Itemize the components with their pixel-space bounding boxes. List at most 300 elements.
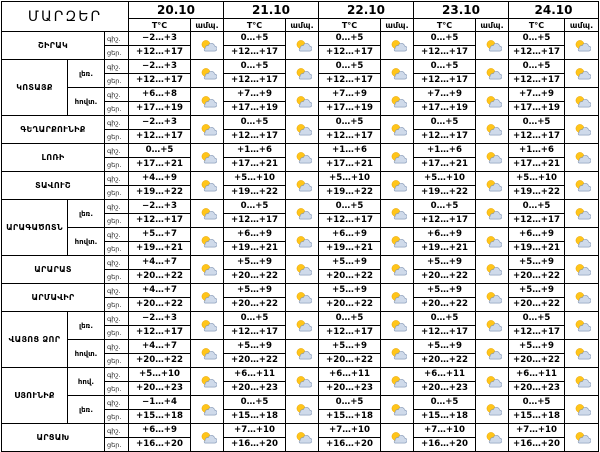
weather-icon-cell bbox=[191, 368, 224, 396]
day-temperature: +12…+17 bbox=[414, 46, 476, 60]
day-temperature: +20…+22 bbox=[319, 354, 381, 368]
weather-icon-cell bbox=[381, 256, 414, 284]
night-temperature: +5…+9 bbox=[224, 340, 286, 354]
partly-cloudy-icon bbox=[381, 235, 413, 249]
partly-cloudy-icon bbox=[381, 263, 413, 277]
partly-cloudy-icon bbox=[476, 403, 508, 417]
region-name: ԼՈՌԻ bbox=[2, 144, 105, 172]
day-temperature: +20…+22 bbox=[129, 354, 191, 368]
day-temperature: +20…+22 bbox=[509, 298, 565, 312]
partly-cloudy-icon bbox=[191, 39, 223, 53]
partly-cloudy-icon bbox=[565, 403, 598, 417]
temperature-column-header: T°C bbox=[319, 19, 381, 32]
night-temperature: 0…+5 bbox=[319, 200, 381, 214]
night-temperature: +4…+7 bbox=[129, 256, 191, 270]
region-name: ԱՐԱԳԱԾՈՏՆ bbox=[2, 200, 68, 256]
night-label: գիշ. bbox=[105, 396, 129, 410]
day-temperature: +15…+18 bbox=[414, 410, 476, 424]
night-temperature: +5…+10 bbox=[224, 172, 286, 186]
partly-cloudy-icon bbox=[286, 95, 318, 109]
day-temperature: +19…+22 bbox=[224, 186, 286, 200]
day-temperature: +12…+17 bbox=[319, 326, 381, 340]
day-temperature: +16…+20 bbox=[319, 438, 381, 452]
partly-cloudy-icon bbox=[286, 347, 318, 361]
partly-cloudy-icon bbox=[476, 291, 508, 305]
day-temperature: +19…+22 bbox=[414, 186, 476, 200]
day-temperature: +12…+17 bbox=[129, 130, 191, 144]
weather-icon-cell bbox=[476, 396, 509, 424]
day-temperature: +17…+19 bbox=[319, 102, 381, 116]
weather-icon-cell bbox=[565, 368, 599, 396]
weather-icon-cell bbox=[565, 228, 599, 256]
night-temperature: +6…+8 bbox=[129, 88, 191, 102]
night-label: գիշ. bbox=[105, 144, 129, 158]
partly-cloudy-icon bbox=[565, 179, 598, 193]
weather-icon-cell bbox=[381, 32, 414, 60]
night-temperature: 0…+5 bbox=[414, 60, 476, 74]
day-temperature: +17…+21 bbox=[509, 158, 565, 172]
forecast-row-night bbox=[2, 144, 599, 158]
day-temperature: +12…+17 bbox=[319, 214, 381, 228]
weather-icon-cell bbox=[191, 200, 224, 228]
weather-icon-cell bbox=[565, 312, 599, 340]
subregion-name: լեռ. bbox=[68, 312, 105, 340]
day-temperature: +20…+22 bbox=[509, 270, 565, 284]
temperature-column-header: T°C bbox=[224, 19, 286, 32]
weather-icon-cell bbox=[476, 32, 509, 60]
subregion-name: հովտ. bbox=[68, 88, 105, 116]
partly-cloudy-icon bbox=[565, 431, 598, 445]
night-temperature: +5…+9 bbox=[414, 284, 476, 298]
day-temperature: +20…+23 bbox=[509, 382, 565, 396]
night-temperature: 0…+5 bbox=[509, 32, 565, 46]
weather-icon-cell bbox=[191, 256, 224, 284]
weather-icon-cell bbox=[191, 284, 224, 312]
day-temperature: +12…+17 bbox=[129, 326, 191, 340]
weather-icon-cell bbox=[191, 396, 224, 424]
weather-icon-cell bbox=[286, 144, 319, 172]
day-temperature: +19…+22 bbox=[129, 186, 191, 200]
partly-cloudy-icon bbox=[565, 319, 598, 333]
day-temperature: +12…+17 bbox=[129, 46, 191, 60]
partly-cloudy-icon bbox=[476, 67, 508, 81]
night-temperature: +1…+6 bbox=[414, 144, 476, 158]
night-temperature: +5…+9 bbox=[224, 256, 286, 270]
weather-icon-cell bbox=[565, 88, 599, 116]
night-label: գիշ. bbox=[105, 60, 129, 74]
night-temperature: +7…+9 bbox=[414, 88, 476, 102]
partly-cloudy-icon bbox=[286, 67, 318, 81]
forecast-row-night bbox=[2, 88, 599, 102]
night-temperature: +7…+10 bbox=[414, 424, 476, 438]
cloudiness-column-header: ամպ. bbox=[286, 19, 319, 32]
region-name: ՇԻՐԱԿ bbox=[2, 32, 105, 60]
day-temperature: +12…+17 bbox=[224, 74, 286, 88]
day-temperature: +17…+19 bbox=[129, 102, 191, 116]
partly-cloudy-icon bbox=[476, 123, 508, 137]
day-temperature: +20…+22 bbox=[224, 270, 286, 284]
partly-cloudy-icon bbox=[476, 235, 508, 249]
weather-icon-cell bbox=[476, 256, 509, 284]
night-temperature: +5…+9 bbox=[509, 284, 565, 298]
forecast-row-night bbox=[2, 396, 599, 410]
night-temperature: −2…+3 bbox=[129, 200, 191, 214]
partly-cloudy-icon bbox=[191, 179, 223, 193]
temperature-column-header: T°C bbox=[129, 19, 191, 32]
day-temperature: +12…+17 bbox=[129, 214, 191, 228]
partly-cloudy-icon bbox=[286, 375, 318, 389]
temperature-column-header: T°C bbox=[509, 19, 565, 32]
day-temperature: +17…+19 bbox=[414, 102, 476, 116]
partly-cloudy-icon bbox=[381, 291, 413, 305]
day-temperature: +19…+22 bbox=[509, 186, 565, 200]
day-temperature: +20…+22 bbox=[319, 270, 381, 284]
night-temperature: +7…+10 bbox=[319, 424, 381, 438]
weather-icon-cell bbox=[191, 32, 224, 60]
weather-icon-cell bbox=[286, 60, 319, 88]
night-temperature: 0…+5 bbox=[414, 312, 476, 326]
partly-cloudy-icon bbox=[476, 263, 508, 277]
partly-cloudy-icon bbox=[286, 319, 318, 333]
cloudiness-column-header: ամպ. bbox=[191, 19, 224, 32]
region-name: ԿՈՏԱՅՔ bbox=[2, 60, 68, 116]
weather-icon-cell bbox=[381, 368, 414, 396]
night-temperature: +5…+9 bbox=[319, 340, 381, 354]
weather-icon-cell bbox=[191, 340, 224, 368]
weather-icon-cell bbox=[381, 284, 414, 312]
day-temperature: +12…+17 bbox=[414, 130, 476, 144]
date-header: 24.10 bbox=[509, 2, 599, 19]
night-temperature: +6…+9 bbox=[224, 228, 286, 242]
night-label: գիշ. bbox=[105, 312, 129, 326]
partly-cloudy-icon bbox=[191, 403, 223, 417]
weather-icon-cell bbox=[191, 60, 224, 88]
night-temperature: +5…+9 bbox=[509, 256, 565, 270]
night-temperature: +6…+9 bbox=[129, 424, 191, 438]
partly-cloudy-icon bbox=[565, 67, 598, 81]
day-label: ցեր. bbox=[105, 242, 129, 256]
night-temperature: +4…+7 bbox=[129, 284, 191, 298]
weather-icon-cell bbox=[286, 32, 319, 60]
partly-cloudy-icon bbox=[565, 39, 598, 53]
day-temperature: +12…+17 bbox=[509, 326, 565, 340]
night-temperature: −2…+3 bbox=[129, 32, 191, 46]
partly-cloudy-icon bbox=[476, 347, 508, 361]
day-label: ցեր. bbox=[105, 270, 129, 284]
day-temperature: +19…+22 bbox=[319, 186, 381, 200]
day-temperature: +12…+17 bbox=[224, 326, 286, 340]
weather-icon-cell bbox=[286, 88, 319, 116]
partly-cloudy-icon bbox=[381, 375, 413, 389]
day-label: ցեր. bbox=[105, 102, 129, 116]
night-temperature: +4…+9 bbox=[129, 172, 191, 186]
subregion-name: լեռ. bbox=[68, 60, 105, 88]
partly-cloudy-icon bbox=[191, 207, 223, 221]
day-temperature: +16…+20 bbox=[129, 438, 191, 452]
forecast-row-night bbox=[2, 368, 599, 382]
night-temperature: +5…+9 bbox=[509, 340, 565, 354]
partly-cloudy-icon bbox=[476, 95, 508, 109]
night-temperature: +7…+9 bbox=[319, 88, 381, 102]
day-temperature: +15…+18 bbox=[129, 410, 191, 424]
day-temperature: +19…+21 bbox=[224, 242, 286, 256]
day-temperature: +20…+23 bbox=[224, 382, 286, 396]
weather-icon-cell bbox=[476, 340, 509, 368]
partly-cloudy-icon bbox=[191, 67, 223, 81]
day-temperature: +20…+22 bbox=[319, 298, 381, 312]
day-temperature: +20…+22 bbox=[129, 298, 191, 312]
partly-cloudy-icon bbox=[381, 207, 413, 221]
partly-cloudy-icon bbox=[476, 179, 508, 193]
weather-icon-cell bbox=[476, 200, 509, 228]
weather-icon-cell bbox=[476, 116, 509, 144]
day-label: ցեր. bbox=[105, 438, 129, 452]
weather-icon-cell bbox=[381, 172, 414, 200]
region-name: ԱՐԱՐԱՏ bbox=[2, 256, 105, 284]
night-label: գիշ. bbox=[105, 32, 129, 46]
night-temperature: +6…+11 bbox=[319, 368, 381, 382]
region-column-header: ՄԱՐԶԵՐ bbox=[2, 2, 129, 32]
day-temperature: +17…+21 bbox=[319, 158, 381, 172]
night-temperature: −2…+3 bbox=[129, 60, 191, 74]
forecast-row-night bbox=[2, 172, 599, 186]
subregion-name: հովտ. bbox=[68, 340, 105, 368]
weather-icon-cell bbox=[565, 144, 599, 172]
partly-cloudy-icon bbox=[191, 431, 223, 445]
region-name: ՎԱՅՈՑ ՁՈՐ bbox=[2, 312, 68, 368]
day-label: ցեր. bbox=[105, 74, 129, 88]
day-temperature: +20…+22 bbox=[224, 298, 286, 312]
night-temperature: +6…+11 bbox=[509, 368, 565, 382]
night-temperature: 0…+5 bbox=[224, 116, 286, 130]
day-temperature: +12…+17 bbox=[509, 130, 565, 144]
day-temperature: +12…+17 bbox=[319, 74, 381, 88]
night-temperature: +5…+7 bbox=[129, 228, 191, 242]
cloudiness-column-header: ամպ. bbox=[565, 19, 599, 32]
night-temperature: +6…+9 bbox=[414, 228, 476, 242]
night-temperature: +5…+10 bbox=[509, 172, 565, 186]
night-temperature: 0…+5 bbox=[319, 312, 381, 326]
weather-icon-cell bbox=[381, 60, 414, 88]
day-label: ցեր. bbox=[105, 214, 129, 228]
subregion-name: հով. bbox=[68, 368, 105, 396]
day-temperature: +12…+17 bbox=[414, 74, 476, 88]
weather-icon-cell bbox=[381, 144, 414, 172]
partly-cloudy-icon bbox=[565, 95, 598, 109]
day-temperature: +17…+19 bbox=[509, 102, 565, 116]
partly-cloudy-icon bbox=[565, 235, 598, 249]
night-label: գիշ. bbox=[105, 424, 129, 438]
partly-cloudy-icon bbox=[476, 207, 508, 221]
partly-cloudy-icon bbox=[191, 123, 223, 137]
forecast-row-night bbox=[2, 116, 599, 130]
partly-cloudy-icon bbox=[476, 431, 508, 445]
day-temperature: +20…+22 bbox=[414, 298, 476, 312]
night-temperature: 0…+5 bbox=[224, 396, 286, 410]
temperature-column-header: T°C bbox=[414, 19, 476, 32]
day-temperature: +17…+21 bbox=[129, 158, 191, 172]
night-temperature: 0…+5 bbox=[224, 312, 286, 326]
weather-icon-cell bbox=[476, 60, 509, 88]
day-temperature: +16…+20 bbox=[414, 438, 476, 452]
night-temperature: +5…+10 bbox=[319, 172, 381, 186]
date-header: 20.10 bbox=[129, 2, 224, 19]
region-name: ՏԱՎՈՒՇ bbox=[2, 172, 105, 200]
partly-cloudy-icon bbox=[191, 375, 223, 389]
weather-icon-cell bbox=[286, 340, 319, 368]
day-temperature: +12…+17 bbox=[414, 214, 476, 228]
night-label: գիշ. bbox=[105, 368, 129, 382]
partly-cloudy-icon bbox=[286, 39, 318, 53]
weather-icon-cell bbox=[191, 88, 224, 116]
night-label: գիշ. bbox=[105, 116, 129, 130]
weather-icon-cell bbox=[565, 116, 599, 144]
partly-cloudy-icon bbox=[286, 431, 318, 445]
weather-icon-cell bbox=[286, 284, 319, 312]
partly-cloudy-icon bbox=[286, 151, 318, 165]
night-temperature: +6…+9 bbox=[509, 228, 565, 242]
partly-cloudy-icon bbox=[476, 151, 508, 165]
partly-cloudy-icon bbox=[286, 263, 318, 277]
night-temperature: +4…+7 bbox=[129, 340, 191, 354]
subregion-name: լեռ. bbox=[68, 396, 105, 424]
day-label: ցեր. bbox=[105, 186, 129, 200]
partly-cloudy-icon bbox=[286, 235, 318, 249]
day-label: ցեր. bbox=[105, 410, 129, 424]
weather-icon-cell bbox=[565, 424, 599, 452]
date-header: 22.10 bbox=[319, 2, 414, 19]
partly-cloudy-icon bbox=[381, 151, 413, 165]
partly-cloudy-icon bbox=[381, 431, 413, 445]
night-label: գիշ. bbox=[105, 88, 129, 102]
night-temperature: +1…+6 bbox=[319, 144, 381, 158]
partly-cloudy-icon bbox=[381, 39, 413, 53]
day-label: ցեր. bbox=[105, 46, 129, 60]
weather-icon-cell bbox=[565, 396, 599, 424]
night-label: գիշ. bbox=[105, 200, 129, 214]
night-temperature: −2…+3 bbox=[129, 116, 191, 130]
night-temperature: +7…+9 bbox=[224, 88, 286, 102]
partly-cloudy-icon bbox=[191, 319, 223, 333]
weather-icon-cell bbox=[286, 256, 319, 284]
night-temperature: 0…+5 bbox=[509, 60, 565, 74]
day-temperature: +12…+17 bbox=[319, 46, 381, 60]
weather-icon-cell bbox=[381, 340, 414, 368]
day-temperature: +19…+21 bbox=[414, 242, 476, 256]
day-temperature: +12…+17 bbox=[224, 130, 286, 144]
weather-icon-cell bbox=[476, 312, 509, 340]
weather-icon-cell bbox=[476, 424, 509, 452]
weather-icon-cell bbox=[476, 284, 509, 312]
partly-cloudy-icon bbox=[191, 263, 223, 277]
day-temperature: +12…+17 bbox=[414, 326, 476, 340]
day-temperature: +19…+21 bbox=[129, 242, 191, 256]
day-temperature: +20…+22 bbox=[414, 270, 476, 284]
weather-icon-cell bbox=[381, 312, 414, 340]
region-name: ԱՐՑԱԽ bbox=[2, 424, 105, 452]
date-header: 23.10 bbox=[414, 2, 509, 19]
weather-icon-cell bbox=[476, 368, 509, 396]
night-label: գիշ. bbox=[105, 228, 129, 242]
day-temperature: +15…+18 bbox=[224, 410, 286, 424]
forecast-row-night bbox=[2, 32, 599, 46]
partly-cloudy-icon bbox=[565, 263, 598, 277]
partly-cloudy-icon bbox=[286, 291, 318, 305]
day-temperature: +12…+17 bbox=[319, 130, 381, 144]
night-label: գիշ. bbox=[105, 172, 129, 186]
night-temperature: −2…+3 bbox=[129, 312, 191, 326]
night-temperature: 0…+5 bbox=[224, 200, 286, 214]
forecast-table bbox=[1, 1, 599, 452]
forecast-row-night bbox=[2, 200, 599, 214]
weather-icon-cell bbox=[565, 200, 599, 228]
partly-cloudy-icon bbox=[381, 319, 413, 333]
night-temperature: 0…+5 bbox=[509, 312, 565, 326]
day-temperature: +20…+23 bbox=[129, 382, 191, 396]
subregion-name: լեռ. bbox=[68, 200, 105, 228]
partly-cloudy-icon bbox=[476, 375, 508, 389]
weather-icon-cell bbox=[476, 228, 509, 256]
weather-icon-cell bbox=[381, 116, 414, 144]
weather-icon-cell bbox=[286, 424, 319, 452]
night-temperature: +7…+10 bbox=[224, 424, 286, 438]
day-temperature: +17…+19 bbox=[224, 102, 286, 116]
header-row-dates bbox=[2, 2, 599, 19]
day-temperature: +12…+17 bbox=[129, 74, 191, 88]
day-temperature: +20…+22 bbox=[509, 354, 565, 368]
region-name: ՍՅՈՒՆԻՔ bbox=[2, 368, 68, 424]
partly-cloudy-icon bbox=[286, 207, 318, 221]
weather-icon-cell bbox=[565, 172, 599, 200]
date-header: 21.10 bbox=[224, 2, 319, 19]
day-temperature: +16…+20 bbox=[224, 438, 286, 452]
partly-cloudy-icon bbox=[191, 347, 223, 361]
partly-cloudy-icon bbox=[191, 291, 223, 305]
day-temperature: +20…+22 bbox=[224, 354, 286, 368]
partly-cloudy-icon bbox=[381, 347, 413, 361]
weather-icon-cell bbox=[381, 396, 414, 424]
weather-icon-cell bbox=[565, 32, 599, 60]
weather-icon-cell bbox=[381, 424, 414, 452]
partly-cloudy-icon bbox=[381, 123, 413, 137]
day-temperature: +16…+20 bbox=[509, 438, 565, 452]
weather-icon-cell bbox=[565, 60, 599, 88]
partly-cloudy-icon bbox=[286, 179, 318, 193]
day-label: ցեր. bbox=[105, 354, 129, 368]
partly-cloudy-icon bbox=[286, 403, 318, 417]
night-temperature: 0…+5 bbox=[224, 32, 286, 46]
partly-cloudy-icon bbox=[381, 403, 413, 417]
night-label: գիշ. bbox=[105, 340, 129, 354]
night-temperature: 0…+5 bbox=[319, 60, 381, 74]
weather-icon-cell bbox=[565, 284, 599, 312]
partly-cloudy-icon bbox=[191, 235, 223, 249]
weather-icon-cell bbox=[286, 172, 319, 200]
night-temperature: +5…+9 bbox=[224, 284, 286, 298]
partly-cloudy-icon bbox=[381, 179, 413, 193]
night-temperature: +6…+11 bbox=[414, 368, 476, 382]
partly-cloudy-icon bbox=[565, 207, 598, 221]
weather-icon-cell bbox=[191, 116, 224, 144]
weather-icon-cell bbox=[565, 340, 599, 368]
weather-icon-cell bbox=[476, 172, 509, 200]
weather-icon-cell bbox=[286, 312, 319, 340]
weather-icon-cell bbox=[381, 228, 414, 256]
night-temperature: 0…+5 bbox=[509, 116, 565, 130]
day-temperature: +15…+18 bbox=[319, 410, 381, 424]
night-temperature: 0…+5 bbox=[509, 200, 565, 214]
night-temperature: +5…+9 bbox=[319, 256, 381, 270]
